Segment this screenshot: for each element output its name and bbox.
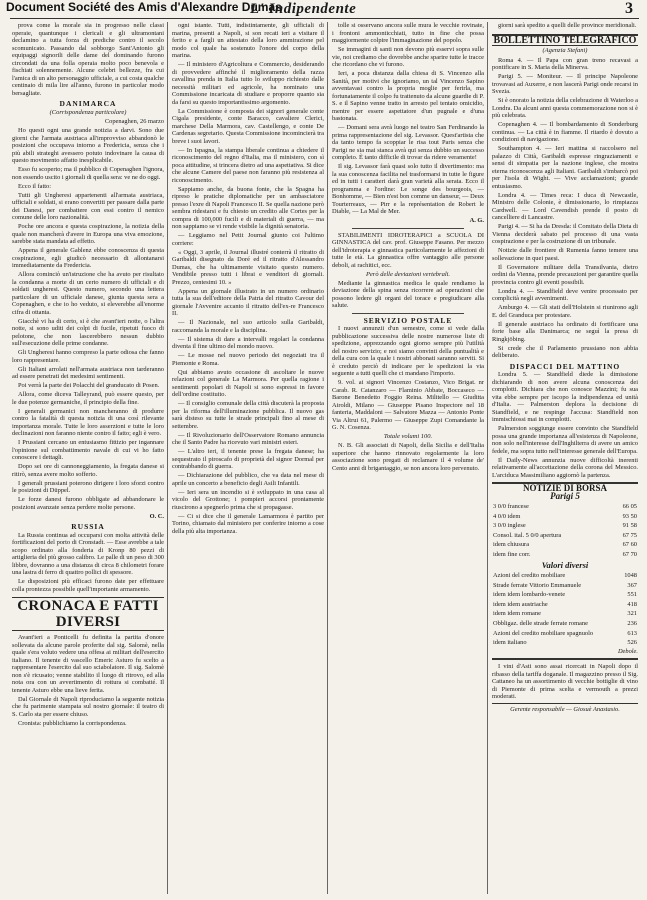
paragraph: — Leggiamo nel Petit Journal giunto coi l'ultimo corriere: (172, 232, 324, 247)
market-note: Debole. (617, 647, 638, 655)
subheading: Però delle deviazioni vertebrali. (365, 270, 451, 278)
paragraph: Dopo sei ore di cannoneggiamento, la fregata danese si ritirò, senza avere molto sofferto. (12, 463, 164, 478)
paragraph: — Il sistema di dare a intervalli regolari la condanna diventa il fine ultimo del mondo nuovo. (172, 335, 324, 350)
paragraph: Appena il generale Gablenz ebbe conoscenza di questa cospirazione, egli giudicò necessario di allontanarsi immediatamente da Fredericia. (12, 247, 164, 269)
paragraph: Ecco il fatto: (18, 182, 52, 190)
valore-value: 367 (627, 581, 637, 589)
gerente-responsabile: Gerente responsabile — Giosuè Anastasio. (492, 703, 638, 714)
paragraph: — L'altro ieri, il tenente prese la fregata danese; ha sequestrato il piroscafo di proprietà del signor Dormal per contrabbando di guerra. (172, 448, 324, 470)
valore-value: 613 (627, 629, 637, 637)
separator (352, 313, 464, 314)
valore-value: 321 (627, 610, 637, 618)
paragraph: Tutti gli Ungheresi appartenenti all'armata austriaca, ufficiali e soldati, si erano convertiti per passare dalla parte dei Danesi, per combattere con essi contro il nemico comune delle loro nazionalità. (12, 191, 164, 221)
paragraph: — Domani sera avrà luogo nel teatro San Ferdinando la prima rappresentazione del sig. Levassor. Quest'artista che da tanto tempo fa scoppiar le risa tout Paris senza che Parigi ne sia mai stanca avrà qui senza dubbio un successo completo. È tanto difficile di trovar da ridere veramente! (332, 124, 484, 161)
quote-label: Consol. ital. 5 0/0 apertura (493, 531, 562, 539)
valore-value: 1048 (624, 572, 637, 580)
paragraph: Allora cominciò un'istruzione che ha avuto per risultato la condanna a morte di un certo numero di ufficiali e di soldati ungheresi. Questo numero, secondo una lettera particolare di un ufficiale danese, giunta questa sera a Copenaghen, e che io ho veduto, si eleverebbe all'enorme cifra di ottanta. (12, 271, 164, 316)
paragraph: — Il Rivoluzionario dell'Osservatore Romano annuncia che il Santo Padre ha ricevuto vari ministri esteri. (172, 431, 324, 446)
notizie-borsa-city: Parigi 5 (550, 490, 580, 501)
paragraph: Le forze danesi furono obbligate ad abbandonare le posizioni avanzate senza perdere molte persone. (12, 496, 164, 511)
table-row (492, 638, 638, 648)
column-divider (487, 22, 488, 894)
paragraph: Il sig. Levassor farà quasi solo tutto il divertimento: ma la sua conoscenza facilita nel trasformarsi in tutte le figure ed in tutti i caratteri darà gran varietà alla serata. Ecco il programma e l'ordine: Le songe des bourgeois, — Bonhomme, — Bien n'est bon comme un danseur, — Deux Tourterreaux, — Pirr e la représentation de Robert le Diable, — La Mal de Mer. (332, 163, 484, 215)
table-row (492, 512, 638, 522)
newspaper-title: L' Indipendente (250, 1, 357, 17)
valore-value: 551 (627, 591, 637, 599)
paragraph: — Dichiarazione del pubblico, che va data nel mese di aprile un concerto a beneficio degli Asili Infantili. (172, 472, 324, 487)
table-row (492, 502, 638, 512)
quote-value: 67 60 (622, 541, 637, 549)
paragraph: STABILIMENTI IDROTERAPICI a SCUOLA DI GINNASTICA del cav. prof. Giuseppe Fasano. Per mezzo dell'idroterapia e ginnastica particolarmente le affezioni di tutte le età. La ginnastica offre vantaggio alle persone deboli, ai rachitici, ecc. (332, 231, 484, 269)
paragraph: Giacchè vi ha di certo, si è che avant'ieri notte, o l'altra notte, si sono uditi dei colpi di fucile, ripetuti fuoco di pelotone, che non lascerebbero nessun dubbio sull'esecuzione delle prime condanne. (12, 317, 164, 347)
paragraph: Gli Ungheresi hanno compreso la parte odiosa che fanno loro rappresentare. (12, 349, 164, 364)
paragraph: Appena un giornale illustrato in un numero ordinario tutta la sua dell'editore della Patria del ritratto Cavour del giornale l'Avvenire accanto il ritratto dell'ex-re Francesco II. (172, 287, 324, 317)
quote-label: 4 0/0 idem (493, 512, 521, 520)
quote-value: 91 58 (622, 522, 637, 530)
valori-diversi-heading: Valori diversi (541, 559, 589, 570)
cronaca-heading: CRONACA E FATTI DIVERSI (12, 597, 164, 631)
column-divider (327, 22, 328, 894)
paragraph: — Ci si dice che il generale Lamarmora è partito per Torino, chiamato dal ministero per conferire intorno a cose della più alta importanza. (172, 512, 324, 535)
quote-value: 67 75 (622, 531, 637, 539)
signature: A. G. (469, 217, 484, 224)
valore-label: idem idem romane (493, 610, 541, 618)
paragraph: Sappiamo anche, da buona fonte, che la Spagna ha ripreso le pratiche diplomatiche per un ambasciatore presso l'exre di Napoli Francesco II. Se quella nazione però sembra ridestarsi e fu chiesto un credito alle Cortes per la compra di 100,000 fucili e di materiali di guerra, — ma non sappiamo se vi rende visibile la dignità senatoria. (172, 185, 324, 230)
bollettino-subheading: (Agenzia Stefani) (542, 47, 588, 54)
dispatch: Londra 4. — Times reca: I duca di Newcastle, Ministro delle Colonie, è dimissionario, lo rimpiazza Cardwell. — Lord Cavendish prende il posto di cancelliere di Lancastre. (492, 191, 638, 221)
table-row (492, 531, 638, 541)
paragraph: Esso fu scoperto; ma il pubblico di Copenaghen l'ignora, non essendo uscito i giornali di quella sera: ve ne do oggi. (12, 166, 164, 181)
valore-label: Obbligaz. delle strade ferrate romane (493, 620, 588, 628)
quotes-table (492, 502, 638, 560)
valore-label: idem idem austriache (493, 600, 548, 608)
separator (352, 228, 464, 229)
valore-label: idem italiano (493, 639, 527, 647)
dispatch: Il Daily-News annunzia nuove difficoltà inerenti relativamente all'accettazione della corona del Messico. L'arciduca Massimiliano aggiornò la partenza. (492, 456, 638, 479)
masthead-rule (10, 18, 639, 19)
dispatch: Il generale austriaco ha ordinato di fortificare una forte base alla Danimarca; ne seguì la presa di Ringkjöbing. (492, 320, 638, 343)
watermark: Document Société des Amis d'Alexandre Dumas (6, 0, 282, 14)
table-row (492, 540, 638, 550)
paragraph: I generali germanici non mancheranno di produrre contro la fatalità di questa notizia di una così rilevante importanza morale. Tutte le loro asserzioni e tutte le loro declinazioni non faranno niente contro il fatto; egli è vero. (12, 407, 164, 437)
paragraph: I nuovi annunzii d'un semestre, come si vede dalla pubblicazione successiva delle nostre numerose liste di spedizione, apprezzando ogni giorno sempre più l'utilità del nostro servizio; e noi siamo convinti della puntualità e della cura con la quale i nostri abbonati saranno serviti. Si è creduto perciò di indicare per le spedizioni la via seguente a tutti quelli che ci mandano l'importo. (332, 325, 484, 377)
paragraph: Dal Giornale di Napoli riproduciamo la seguente notizia che fu parimente stampata sul nostro giornale: il teatro di S. Carlo sta per essere chiuso. (12, 695, 164, 718)
paragraph: La Russia continua ad occuparsi con molta attività delle fortificazioni del porto di Cronstadt. — Esse avrebbe a tale scopo ordinato alla fonderia di Kronp 80 pezzi di artiglieria del più grosso calibro. Le palle di un peso di 300 libbre, dovranno a una distanza di circa 8 chilometri forare una lastra di ferro di quattro pollici di spessore. (12, 531, 164, 576)
dispatch: Londra 5. — Standfield diede la dimissione dichiarando di non avere alcuna conoscenza dei complotti. Dichiara che non conosce Mazzini; fu sua vita ebbe sempre per iscopo la indipendenza ed unità d'Italia. — Palmerston deplora la decisione di Standfield, e ne respinge l'accusa: Standfield non immischiossi mai in complotti. (492, 371, 638, 423)
paragraph: Poi verrà la parte dei Polacchi del granducato di Posen. (18, 382, 160, 389)
paragraph: giorni sarà spedito a quelli delle province meridionali. (498, 22, 637, 29)
paragraph: ogni istante. Tutti, indistintamente, gli ufficiali di marina, presenti a Napoli, si son recati ieri a visitare il ferito e a fargli un attestato della loro ammirazione pel modo col quale ha sostenuto l'onore del corpo della marina. (172, 22, 324, 59)
paragraph: — Il Nazionale, nel suo articolo sulla Garibaldi, raccomanda la morale e la disciplina. (172, 319, 324, 334)
paragraph: « Oggi, 3 aprile, il Journal illustré conterrà il ritratto di Garibaldi disegnato da Doré ed il ritratto d'Alessandro Dumas, che ha ultimamente visitato questo numero. Vendibile presso tutti i librai e venditori di giornali. Prezzo, centesimi 10. » (172, 248, 324, 286)
dispatch: Parigi 5. — Moniteur. — Il principe Napoleone trovavasi ad Auxerre, e non lascerà Parigi onde recarsi in Svezia. (492, 73, 638, 95)
paragraph: — Le mosse nel nuovo periodo dei negoziati tra il Piemonte e Roma. (172, 352, 324, 367)
table-row (492, 521, 638, 531)
column-4 (492, 22, 638, 894)
valore-value: 526 (627, 639, 637, 647)
totale-volumi: Totale volumi 100. (383, 433, 433, 440)
paragraph: I generali prussiani poterono dirigere i loro sforzi contro le posizioni di Düppel. (12, 479, 164, 494)
dispatch: Notizie dalle frontiere di Rumenia fanno temere una sollevazione in quei paesi. (492, 247, 638, 262)
masthead (0, 0, 647, 18)
valore-label: Azioni del credito mobiliare (493, 572, 566, 580)
paragraph: Avant'ieri a Ponticelli fu definita la partita d'onore sollevata da alcune parole proferite dal sig. Salomè, nella quale s'era voluto vedere una offesa ai militari dell'esercito italiano. Il tenente di vascello Emeric Asturo fu scelto a rappresentare l'esercito dal suo sciabolatore. Il sig. Salomè non s'è ricusato; venne stabilito il luogo di ritrovo, ed alla nota ora con un avvertimento di rottura si combatté. Il tenente Asturo ebbe una lieve ferita. (12, 634, 164, 694)
dispatch: Il Governatore militare della Transilvania, dietro ordini da Vienna, prende precauzioni per garantire quella provincia contro gli eventi possibili. (492, 263, 638, 286)
quote-value: 93 50 (622, 512, 637, 520)
paragraph: — Il consiglio comunale della città discuterà la proposta per la riforma dell'illuminazione pubblica. Il nuovo gas sarà disteso su tutte le strade principali fino al mese di settembre. (172, 400, 324, 430)
column-3 (332, 22, 484, 894)
column-divider (167, 22, 168, 894)
table-row (492, 619, 638, 629)
quote-label: 3 0/0 inglese (493, 522, 526, 530)
paragraph: N. B. Gli associati di Napoli, della Sicilia e dell'Italia superiore che hanno rinnovato regolarmente la loro associazione sono pregati di reclamare il 4 volume de' Cento anni di brigantaggio, se non ancora loro pervenuto. (332, 442, 484, 472)
section-subheading: (Corrispondenza particolare) (49, 108, 127, 116)
table-row (492, 590, 638, 600)
table-row (492, 600, 638, 610)
table-row (492, 571, 638, 581)
table-row (492, 550, 638, 560)
paragraph: Se immagini di santi non devono più esservi sopra sulle vie, noi crediamo che dovrebbe anche sparire tutte le tracce che ricordano che vi furono. (332, 46, 484, 68)
paragraph: Ho questi ogni una grande notizia a darvi. Sono due giorni che l'armata austriaca all'improvviso abbandonò le posizioni che occupava intorno a Fredericia, senza che i più abili strateghi avessero potuto indovinare la causa di questo movimento affatto inesplicabile. (12, 127, 164, 164)
paragraph: I Prussiani cercano un entusiasmo fittizio per ingannare l'opinione sul combattimento navale di cui vi ho fatto conoscere i dettagli. (12, 439, 164, 461)
valori-table (492, 571, 638, 648)
paragraph: prova come la morale sia in progresso nelle classi operaie, quantunque i clericali e gli ultramontani declamino a tutta forza di prediche contro il secolo scomunicato. Passando dal sobborgo Sant'Antonio gli equipaggi signorili delle dame del dominando furono circondati da una folla operaia molto poco benevola e fischiati solennemente. Alcune celebri bellezze, fra cui l'amica di un alto personaggio ufficiale, a cui costa qualche centinaio di mila lire all'anno, furono in particolar modo bersagliate. (12, 22, 164, 97)
quote-value: 66 05 (622, 503, 637, 510)
section-heading-danimarca: DANIMARCA (59, 99, 117, 108)
dispatch: Copenaghen 4. — Il bombardamento di Sonderburg continua. — La città è in fiamme. Il ritardo è dovuto a condizioni di navigazione. (492, 121, 638, 143)
dispatch: Londra 4. — Standfield deve venire processato per complicità negli avvenimenti. (492, 287, 638, 302)
dispatch: Si è onorato la notizia della celebrazione di Waterloo a Londra. Da alcuni anni questa commemorazione non si è più celebrata. (492, 97, 638, 119)
paragraph: Le disposizioni più efficaci furono date per effettuare colla prontezza possibile quell'importante armamento. (12, 578, 164, 593)
advert-paragraph: I vini d'Asti sono assai ricercati in Napoli dopo il ribasso della tariffa doganale. Il magazzino presso il Sig. Cattaneo ha un assortimento di vecchie bottiglie di vino di Piemonte di prima scelta e vermouth a prezzi moderati. (492, 663, 638, 701)
dispatch: Amburgo 4. — Gli stati dell'Holstein si riunirono agli E. del Granduca per protestare. (492, 304, 638, 319)
section-heading-russia: RUSSIA (71, 522, 105, 531)
separator (492, 658, 638, 660)
table-row (492, 581, 638, 591)
paragraph: Poche ore ancora e questa cospirazione, la notizia della quale non mancherà d'avere in Europa una viva emozione, sarebbe stata mandata ad effetto. (12, 223, 164, 245)
dispatch: Si crede che il Parlamento prussiano non abbia deliberato. (492, 344, 638, 359)
quote-value: 67 70 (622, 550, 637, 558)
dateline: Copenaghen, 26 marzo (104, 118, 164, 125)
dispatch: Roma 4. — Il Papa con gran treno recavasi a pontificare in S. Maria della Minerva. (492, 56, 638, 71)
signature: O. C. (149, 512, 164, 520)
quote-label: 3 0/0 francese (493, 503, 529, 510)
paragraph: 9. vol. ai signori Vincenzo Costanzo, Vico Brigat. nr Carab. R. Catanzaro — Flaminio Abbate, Boccaseco — Barone Benedetto Foggio Reina. Militello — Giuditta Airoldi, Milano — Giuseppe Pisano Inspectore nel 18 fanteria, Maddaloni — Salvatore Mazza — Antonio Ponte Via Altrui 61, Palermo — Giuseppe Zupi Comandante la G. N. Cosenza. (332, 379, 484, 431)
valore-value: 418 (627, 600, 637, 608)
valore-label: Azioni del credito mobiliare spagnuolo (493, 629, 594, 637)
quote-label: idem chiusura (493, 541, 530, 549)
paragraph: — Il ministero d'Agricoltura e Commercio, desiderando di provvedere affinché il miglioramento della razza cavallina prenda in Italia tutto lo sviluppo richiesto dalle necessità militari ed agricole, ha nominato una Commissione incaricata di studiare e proporre quanto sia da farsi su questo importantissimo argomento. (172, 61, 324, 106)
table-row (492, 609, 638, 619)
column-2 (172, 22, 324, 894)
paragraph: — Ieri sera un incendio si è sviluppato in una casa al vicolo del Grottone; i pompieri accorsi prontamente riuscirono a spegnerlo prima che si propagasse. (172, 488, 324, 511)
dispacci-heading: DISPACCI DEL MATTINO (509, 361, 621, 371)
valore-label: Strade ferrate Vittorio Emmanuele (493, 581, 582, 589)
paragraph: La Commissione è composta dei signori generale conte Cigala presidente, conte Baracco, cavaliere Clerici, marchese Della Marmora, cav. Castellengo, e conte De Cardenas segretario. Questa Commissione incomincierà tra breve i suoi lavori. (172, 107, 324, 145)
paragraph: Qui abbiamo avuto occasione di ascoltare le nuove relazioni col generale La Marmora. Per quella ragione i sentimenti popolari di Napoli si sono espressi in favore dell'ordine costituito. (172, 368, 324, 398)
notizie-borsa-heading: NOTIZIE DI BORSA (492, 482, 638, 493)
valore-value: 236 (627, 620, 637, 628)
paragraph: — In Ispagna, la stampa liberale continua a chiedere il riconoscimento del regno d'Italia, ma il ministero, con sì poca attitudine, si trincera dietro ad una aspettativa. Si dice che alcune Camere del paese non faranno più resistenza al riconoscimento. (172, 146, 324, 184)
paragraph: Cronista: pubblichiamo la corrispondenza. (18, 719, 127, 727)
paragraph: Mediante la ginnastica medica le quale rendiamo la deviazione della spina senza ricorrere ad operazioni che possono ledere gli organi del torace e pregiudicare alla salute. (332, 279, 484, 309)
paragraph: Gli Italiani arrolati nell'armata austriaca non tarderanno ad essere penetrati dei medesimi sentimenti. (12, 365, 164, 380)
dispatch: Southampton 4. — Ieri mattina si raccolsero nel palazzo di Città, Garibaldi espresse ringraziamenti e sensi di simpatia per la nazione inglese, che mostra eterna riconoscenza agli Italiani. Garibaldi s'imbarcò poi per l'isola di Wight. — Vive acclamazioni; grande entusiasmo. (492, 145, 638, 190)
paragraph: Ieri, a poca distanza dalla chiesa di S. Vincenzo alla Sanità, per motivi che ignoriamo, un tal Vincenzo Sapino avventavasi contro la propria moglie per ferirla, ma fortunatamente il colpo fu trattenuto da alcune guardie di P. S. e il Sapino venne tratto in arresto pel tentato omicidio, mentre per essere aspettatore d'un pugnale e d'una bastonata. (332, 70, 484, 122)
dispatch: Parigi 4. — Si ha da Dresda: il Comitato della Dieta di Vienna deciderà sabato pel processo di una vasta cospirazione e per la costruzione di un tribunale. (492, 223, 638, 245)
column-1 (12, 22, 164, 894)
paragraph: tolle si osservano ancora sulle mura le vecchie rovinate, i frontoni ammonticchiati, tutto in fine che possa maggiormente colpire l'immaginazione del popolo. (332, 22, 484, 44)
paragraph: Allora, come diceva Talleyrand, può essere questo, per le due potenze germaniche, il principio della fine. (12, 391, 164, 406)
valore-label: idem idem lombardo-venete (493, 591, 566, 599)
dispatch: Palmerston soggiunge essere convinto che Standfield possa una grande importanza all'esistenza di Napoleone, non solo nell'interesse dell'Inghilterra di avere un amico fedele, ma sopra tutto nell'interesse generale dell'Europa. (492, 425, 638, 455)
table-row (492, 629, 638, 639)
bollettino-heading: BOLLETTINO TELEGRAFICO (493, 34, 637, 46)
servizio-postale-heading: SERVIZIO POSTALE (363, 315, 453, 325)
page-number: 3 (625, 0, 633, 17)
quote-label: idem fine corr. (493, 550, 531, 558)
